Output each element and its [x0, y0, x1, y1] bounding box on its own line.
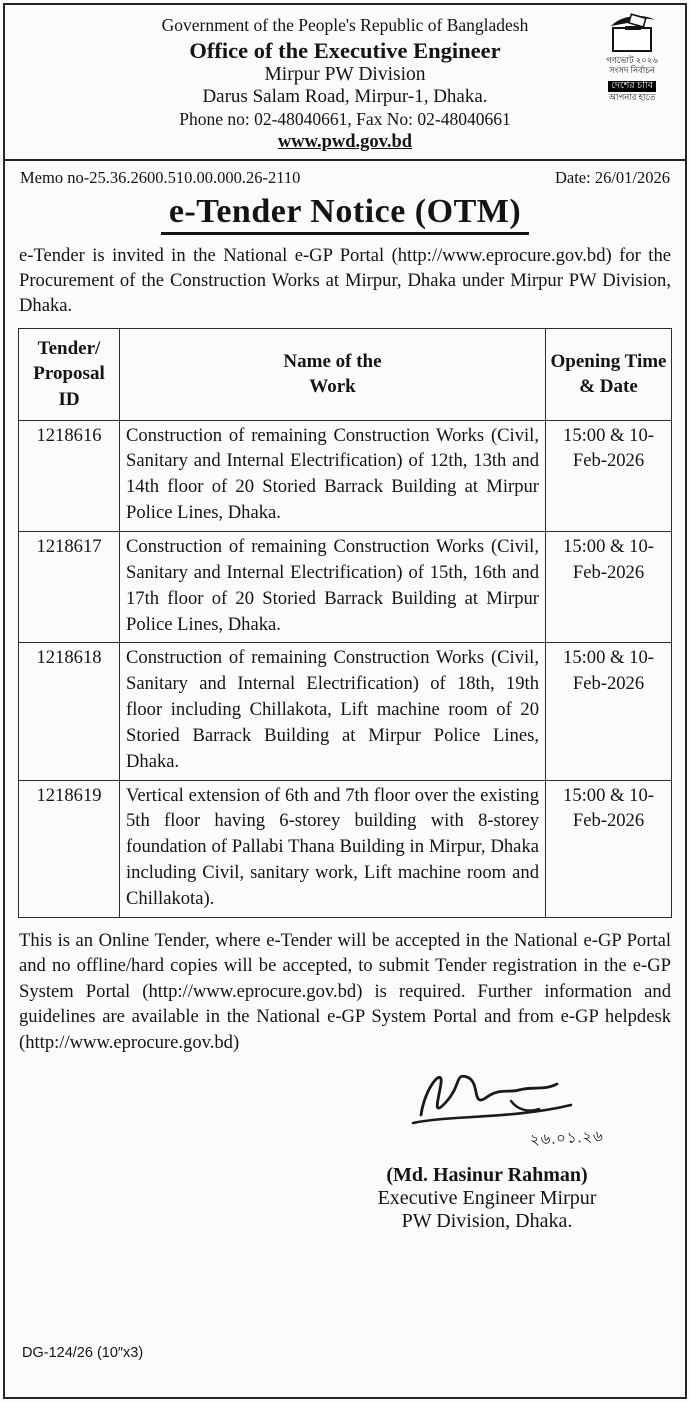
- opening-datetime-cell: 15:00 & 10-Feb-2026: [546, 420, 672, 531]
- tender-table: [18, 328, 672, 918]
- election-emblem: [592, 13, 672, 102]
- signatory-designation-line2: PW Division, Dhaka.: [401, 1210, 573, 1233]
- tender-table-header: [19, 328, 672, 420]
- signatory-name: (Md. Hasinur Rahman): [386, 1164, 588, 1187]
- tender-id-cell: 1218618: [19, 643, 120, 780]
- work-description-cell: Vertical extension of 6th and 7th floor over the existing 5th floor having 6-storey building with 8-storey foundation of Pallabi Thana Building in Mirpur, Dhaka including Civil, sanitary work, Lift machine room and Chillakota).: [120, 780, 546, 917]
- address-line: Darus Salam Road, Mirpur-1, Dhaka.: [202, 86, 488, 107]
- work-description-cell: Construction of remaining Construction Works (Civil, Sanitary and Internal Electrification) of 18th, 19th floor including Chillakota, Lift machine room of 20 Storied Barrack Building at Mirpur Police Lines, Dhaka.: [120, 643, 546, 780]
- tender-id-cell: 1218619: [19, 780, 120, 917]
- table-row: [19, 420, 672, 531]
- column-header-tender-id: Tender/ Proposal ID: [19, 328, 120, 420]
- signatory-designation-line1: Executive Engineer Mirpur: [377, 1187, 597, 1210]
- opening-datetime-cell: 15:00 & 10-Feb-2026: [546, 643, 672, 780]
- online-tender-note: This is an Online Tender, where e-Tender will be accepted in the National e-GP Portal and no offline/hard copies will be accepted, to submit Tender registration in the e-GP System Portal (http://www.eprocure.gov.bd) is required. Further information and guidelines are available in the National e-GP System Portal and from e-GP helpdesk (http://www.eprocure.gov.bd): [19, 929, 671, 1053]
- website-row: [18, 132, 672, 153]
- document-border-frame: [3, 3, 687, 1399]
- opening-datetime-cell: 15:00 & 10-Feb-2026: [546, 532, 672, 643]
- tender-id-cell: 1218617: [19, 532, 120, 643]
- handwritten-date: ২৬.০১.২৬: [529, 1129, 605, 1149]
- column-header-opening: Opening Time & Date: [546, 328, 672, 420]
- division-line: Mirpur PW Division: [264, 64, 426, 85]
- work-description-cell: Construction of remaining Construction Works (Civil, Sanitary and Internal Electrification) of 15th, 16th and 17th floor of 20 Storied Barrack Building at Mirpur Police Lines, Dhaka.: [120, 532, 546, 643]
- header-divider: [5, 159, 685, 161]
- memo-date: Date: 26/01/2026: [554, 168, 670, 187]
- tender-table-body: [19, 420, 672, 917]
- work-description-cell: Construction of remaining Construction Works (Civil, Sanitary and Internal Electrification) of 12th, 13th and 14th floor of 20 Storied Barrack Building at Mirpur Police Lines, Dhaka.: [120, 420, 546, 531]
- table-row: [19, 780, 672, 917]
- intro-paragraph: e-Tender is invited in the National e-GP Portal (http://www.eprocure.gov.bd) for the Procurement of the Construction Works at Mirpur, Dhaka under Mirpur PW Division, Dhaka.: [19, 245, 671, 316]
- memo-row: [20, 168, 670, 188]
- table-row: [19, 643, 672, 780]
- print-reference-code: DG-124/26 (10″x3): [22, 1345, 144, 1361]
- logo-text-line1: গণভোট ২০২৬: [606, 55, 658, 65]
- logo-text-line3: দেশের চাবি: [608, 81, 656, 92]
- letterhead: [18, 13, 672, 153]
- ballot-box-icon: [592, 13, 672, 55]
- logo-text-line4: আপনার হাতে: [608, 91, 656, 102]
- memo-number: Memo no-25.36.2600.510.00.000.26-2110: [20, 168, 301, 187]
- column-header-work-name: Name of the Work: [120, 328, 546, 420]
- table-row: [19, 532, 672, 643]
- page-title: e-Tender Notice (OTM): [161, 193, 529, 235]
- website-link[interactable]: www.pwd.gov.bd: [277, 132, 413, 152]
- logo-text-line2: সংসদ নির্বাচন: [609, 64, 655, 75]
- tender-id-cell: 1218616: [19, 420, 120, 531]
- header-row: [19, 328, 672, 420]
- office-title: Office of the Executive Engineer: [189, 38, 501, 63]
- phone-fax-line: Phone no: 02-48040661, Fax No: 02-48040661: [179, 109, 511, 129]
- signature-block: [322, 1057, 652, 1233]
- government-line: Government of the People's Republic of Bangladesh: [161, 15, 529, 35]
- opening-datetime-cell: 15:00 & 10-Feb-2026: [546, 780, 672, 917]
- title-row: [18, 193, 672, 235]
